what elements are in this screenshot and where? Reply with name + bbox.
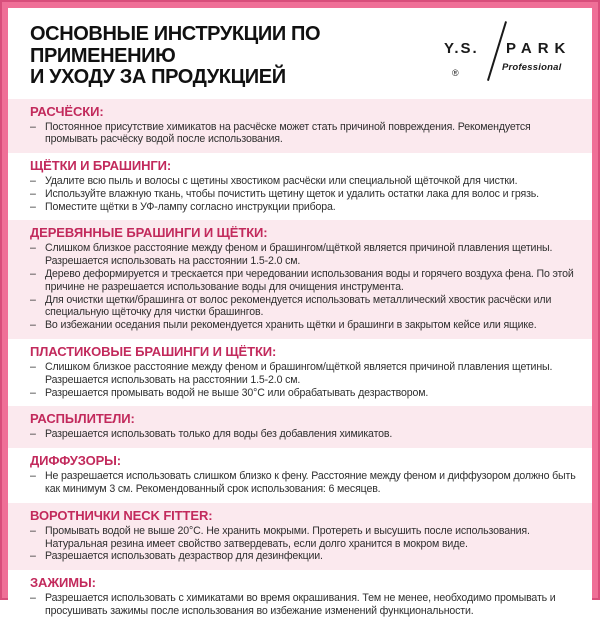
bullet-dash: – xyxy=(30,470,36,483)
sections xyxy=(8,99,592,625)
bullet-text: Не разрешается использовать слишком близко к фену. Расстояние между феном и диффузором должно быть как минимум 3 см. Рекомендованный срок использования: 6 месяцев. xyxy=(45,470,576,496)
bullet-text: Удалите всю пыль и волосы с щетины хвостиком расчёски или специальной щёточкой для чистки. xyxy=(45,175,518,188)
section-title: ВОРОТНИЧКИ NECK FITTER: xyxy=(30,507,213,523)
section-clips xyxy=(8,570,592,625)
bullet-text: Используйте влажную ткань, чтобы почистить щетину щеток и удалить остатки лака для волос и грязь. xyxy=(45,187,539,200)
bullet-dash: – xyxy=(30,550,36,563)
page-header xyxy=(8,8,592,99)
bullet-text: Разрешается промывать водой не выше 30°C или обрабатывать дезраствором. xyxy=(45,386,429,399)
bullet-item xyxy=(30,387,580,400)
bullet-item xyxy=(30,428,580,441)
section-title: ЩЁТКИ И БРАШИНГИ: xyxy=(30,158,172,174)
section-sprayers xyxy=(8,406,592,448)
bullet-text: Дерево деформируется и трескается при чередовании использования воды и горячего воздуха фена. По этой причине не разрешается использование воды для очищения инструмента. xyxy=(45,268,574,293)
section-title: ДИФФУЗОРЫ: xyxy=(30,453,122,469)
section-plastic-brushes xyxy=(8,339,592,406)
bullet-item xyxy=(30,242,580,268)
pink-frame xyxy=(2,2,598,618)
bullet-dash: – xyxy=(30,524,36,537)
section-title: ПЛАСТИКОВЫЕ БРАШИНГИ И ЩЁТКИ: xyxy=(30,344,277,360)
bullet-dash: – xyxy=(30,319,36,332)
bullet-item xyxy=(30,361,580,387)
bullet-text: Постоянное присутствие химикатов на расчёске может стать причиной повреждения. Рекомендуется промывать расчёску водой после использования. xyxy=(45,120,531,146)
page-title xyxy=(30,24,444,89)
bullet-dash: – xyxy=(30,242,36,255)
bullet-dash: – xyxy=(30,187,36,200)
bullet-text: Слишком близкое расстояние между феном и брашингом/щёткой является причиной плавления щетины. Разрешается использовать на расстоянии 1.5-2.0 см. xyxy=(45,361,553,386)
bullet-text: Для очистки щетки/брашинга от волос рекомендуется использовать металлический хвостик расчёски или специальную щёточку для чистки брашингов. xyxy=(45,293,552,319)
bullet-text: Поместите щётки в УФ-лампу согласно инструкции прибора. xyxy=(45,200,336,213)
bullet-item xyxy=(30,319,580,332)
bullet-dash: – xyxy=(30,592,36,605)
bullet-dash: – xyxy=(30,120,36,133)
page-title-line1: ОСНОВНЫЕ ИНСТРУКЦИИ ПО ПРИМЕНЕНИЮ xyxy=(30,23,321,67)
bullet-item xyxy=(30,201,580,214)
page-title-line2: И УХОДУ ЗА ПРОДУКЦИЕЙ xyxy=(30,66,286,88)
bullet-text: Во избежании оседания пыли рекомендуется хранить щётки и брашинги в закрытом кейсе или ящике. xyxy=(45,319,537,332)
section-neck-fitter xyxy=(8,503,592,570)
bullet-item xyxy=(30,188,580,201)
bullet-text: Слишком близкое расстояние между феном и брашингом/щёткой является причиной плавления щетины. Разрешается использовать на расстоянии 1.5-2.0 см. xyxy=(45,242,553,268)
bullet-text: Разрешается использовать с химикатами во время окрашивания. Тем не менее, необходимо промывать и просушивать зажимы после использования во избежание изменений функциональности. xyxy=(45,592,556,618)
logo-subtitle: Professional xyxy=(502,62,562,73)
bullet-dash: – xyxy=(30,361,36,374)
section-title: ЗАЖИМЫ: xyxy=(30,575,96,591)
registered-trademark-icon: ® xyxy=(452,68,459,78)
section-diffusers xyxy=(8,448,592,503)
bullet-item xyxy=(30,525,580,551)
bullet-text: Разрешается использовать только для воды без добавления химикатов. xyxy=(45,428,393,441)
section-title: ДЕРЕВЯННЫЕ БРАШИНГИ И ЩЁТКИ: xyxy=(30,225,268,241)
bullet-item xyxy=(30,550,580,563)
bullet-dash: – xyxy=(30,428,36,441)
section-title: РАСПЫЛИТЕЛИ: xyxy=(30,411,135,427)
brand-logo xyxy=(444,24,572,82)
section-wooden-brushes xyxy=(8,220,592,339)
section-combs xyxy=(8,99,592,154)
bullet-item xyxy=(30,268,580,294)
bullet-item xyxy=(30,121,580,147)
bullet-dash: – xyxy=(30,268,36,281)
section-title: РАСЧЁСКИ: xyxy=(30,103,104,119)
bullet-item xyxy=(30,175,580,188)
bullet-dash: – xyxy=(30,175,36,188)
bullet-text: Разрешается использовать дезраствор для дезинфекции. xyxy=(45,550,323,563)
bullet-item xyxy=(30,294,580,320)
section-brushes xyxy=(8,153,592,220)
bullet-dash: – xyxy=(30,293,36,306)
bullet-item xyxy=(30,592,580,618)
logo-text-park: PARK xyxy=(506,40,572,57)
bullet-item xyxy=(30,470,580,496)
bullet-text: Промывать водой не выше 20°C. Не хранить мокрыми. Протереть и высушить после использования. Натуральная резина имеет свойство затвердевать, если долго хранится в мокром виде. xyxy=(45,524,530,550)
bullet-dash: – xyxy=(30,200,36,213)
logo-text-ys: Y.S. xyxy=(444,40,479,57)
bullet-dash: – xyxy=(30,386,36,399)
sheet-content xyxy=(8,8,592,618)
